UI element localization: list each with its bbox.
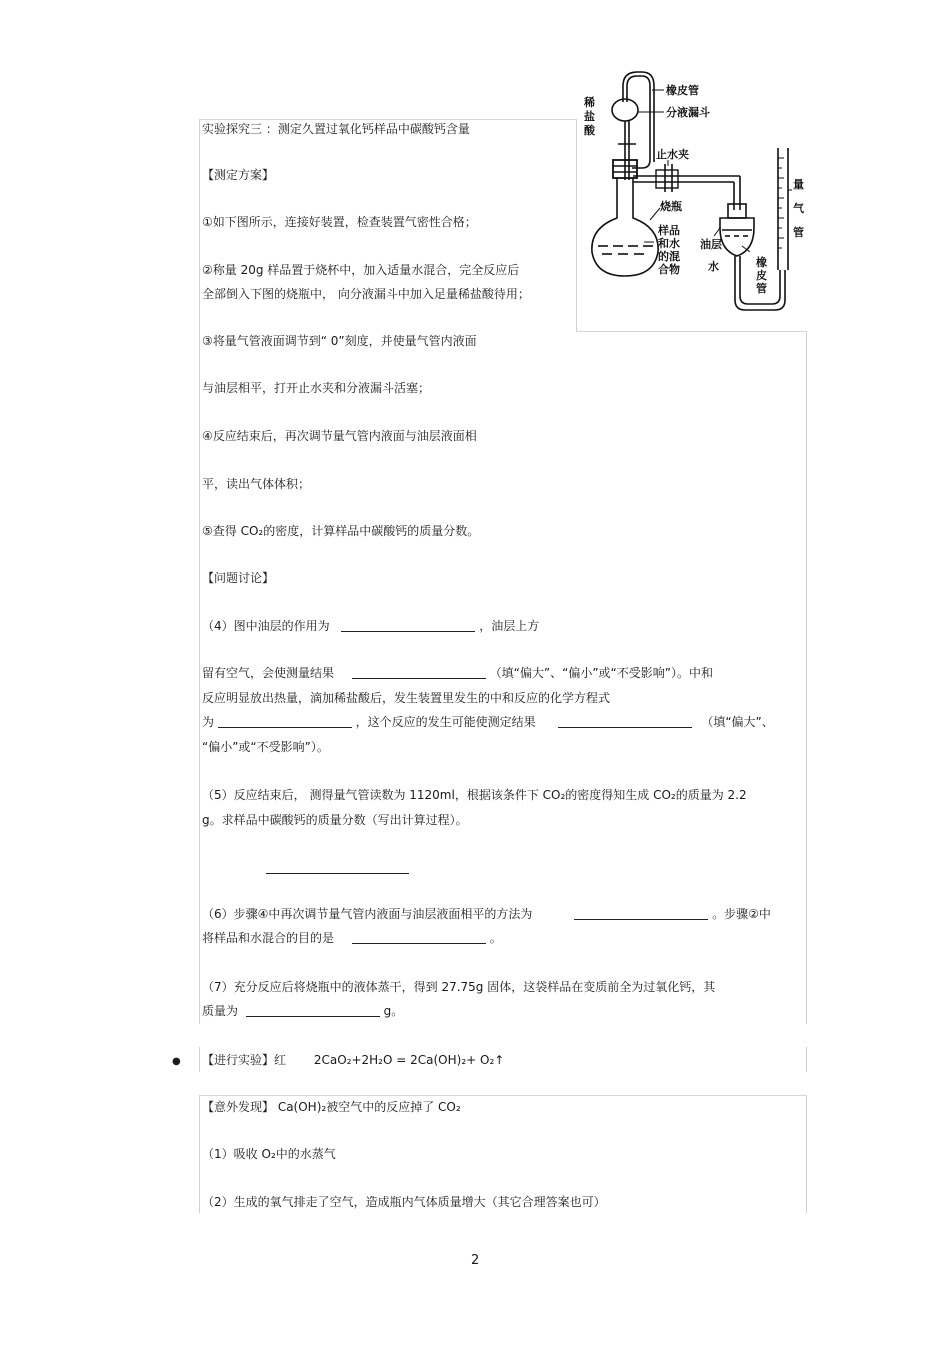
answer-bullet: ●	[172, 1056, 181, 1067]
question-6-line-2	[202, 930, 502, 946]
label-sample-4: 合物	[658, 263, 680, 276]
q4-blank-result[interactable]	[352, 666, 486, 679]
label-hcl-1: 稀	[584, 96, 595, 109]
q4-blank-oil-role[interactable]	[341, 619, 475, 632]
q5-blank-calculation[interactable]	[266, 861, 409, 874]
label-stop-clamp: 止水夹	[656, 148, 689, 161]
plan-step-4-line-1: ④反应结束后，再次调节量气管内液面与油层液面相	[202, 429, 477, 443]
answer-box-right-border	[806, 1095, 807, 1213]
answer-1: （1）吸收 O₂中的水蒸气	[202, 1147, 336, 1161]
label-burette-1: 量	[793, 178, 804, 191]
label-sample-1: 样品	[658, 224, 680, 237]
table-mid-top-border	[576, 331, 806, 332]
question-4-line-4	[202, 714, 774, 730]
experiment-equation: 2CaO₂+2H₂O = 2Ca(OH)₂+ O₂↑	[313, 1053, 505, 1067]
table-mid-border	[576, 119, 577, 332]
question-4-line-5: “偏小”或“不受影响”）。	[202, 740, 329, 754]
question-5-line-2: g。求样品中碳酸钙的质量分数（写出计算过程）。	[202, 813, 468, 827]
label-rubber-tube-top: 橡皮管	[666, 84, 699, 97]
label-sample-2: 和水	[658, 237, 680, 250]
apparatus-diagram	[580, 70, 810, 330]
answer-2: （2）生成的氧气排走了空气，造成瓶内气体质量增大（其它合理答案也可）	[202, 1195, 606, 1209]
plan-step-3-line-2: 与油层相平，打开止水夹和分液漏斗活塞；	[202, 381, 431, 395]
plan-step-2-line-2: 全部倒入下图的烧瓶中， 向分液漏斗中加入足量稀盐酸待用；	[202, 287, 530, 301]
q7-text-b: 质量为	[202, 1004, 239, 1018]
answer-box-left-border	[199, 1095, 200, 1213]
label-rubber-tube-bottom-1: 橡	[756, 256, 767, 269]
q4-text-f: 为	[202, 715, 215, 729]
discussion-heading: 【问题讨论】	[202, 571, 275, 585]
label-burette-2: 气	[793, 202, 804, 215]
plan-heading: 【测定方案】	[202, 168, 275, 182]
q6-text-c: 将样品和水混合的目的是	[202, 931, 335, 945]
label-water: 水	[708, 260, 719, 273]
q7-text-c: g。	[383, 1004, 404, 1018]
q6-text-b: 。步骤②中	[712, 907, 771, 921]
label-hcl-2: 盐	[584, 110, 595, 123]
answer-box-top-border	[199, 1095, 806, 1096]
plan-step-2-line-1: ②称量 20g 样品置于烧杯中，加入适量水混合，完全反应后	[202, 263, 520, 277]
section-title: 实验探究三 ：测定久置过氧化钙样品中碳酸钙含量	[202, 122, 470, 136]
label-sample-3: 的混	[658, 250, 680, 263]
q6-blank-purpose[interactable]	[352, 931, 486, 944]
label-separatory-funnel: 分液漏斗	[666, 106, 710, 119]
q4-text-a: （4）图中油层的作用为	[202, 619, 330, 633]
question-7-line-2	[202, 1003, 403, 1019]
table-right-border	[806, 331, 807, 1024]
page-number: 2	[471, 1253, 480, 1268]
label-flask: 烧瓶	[660, 200, 682, 213]
q6-text-d: 。	[489, 931, 502, 945]
q4-text-g: ，这个反应的发生可能使测定结果	[355, 715, 536, 729]
q4-blank-effect[interactable]	[558, 715, 692, 728]
question-7-line-1: （7）充分反应后将烧瓶中的液体蒸干，得到 27.75g 固体，这袋样品在变质前全为过氧化钙，其	[202, 980, 716, 994]
q4-text-b: ，油层上方	[479, 619, 540, 633]
q4-blank-equation[interactable]	[218, 715, 352, 728]
label-burette-3: 管	[793, 226, 804, 239]
question-5-answer-line[interactable]	[266, 860, 409, 876]
q4-text-d: （填“偏大”、“偏小”或“不受影响”）。中和	[489, 666, 713, 680]
answer-row-left-border	[199, 1047, 200, 1072]
question-4-line-2	[202, 665, 713, 681]
question-4-line-3: 反应明显放出热量，滴加稀盐酸后，发生装置里发生的中和反应的化学方程式	[202, 691, 611, 705]
question-6-line-1	[202, 906, 771, 922]
table-top-border	[199, 119, 576, 120]
q6-blank-method[interactable]	[574, 907, 708, 920]
experiment-label: 【进行实验】红	[202, 1053, 287, 1067]
q4-text-c: 留有空气，会使测量结果	[202, 666, 335, 680]
label-rubber-tube-bottom-3: 管	[756, 282, 767, 295]
experiment-answer	[202, 1052, 504, 1068]
question-4-line-1	[202, 618, 539, 634]
q7-blank-mass[interactable]	[246, 1004, 380, 1017]
label-hcl-3: 酸	[584, 124, 595, 137]
question-5-line-1: （5）反应结束后， 测得量气管读数为 1120ml，根据该条件下 CO₂的密度得知生成 CO₂的质量为 2.2	[202, 788, 747, 802]
plan-step-1: ①如下图所示，连接好装置，检查装置气密性合格；	[202, 215, 477, 229]
table-left-border	[199, 119, 200, 1024]
answer-row-right-border	[806, 1047, 807, 1072]
plan-step-4-line-2: 平，读出气体体积；	[202, 477, 311, 491]
discovery-answer: 【意外发现】 Ca(OH)₂被空气中的反应掉了 CO₂	[202, 1100, 461, 1114]
q6-text-a: （6）步骤④中再次调节量气管内液面与油层液面相平的方法为	[202, 907, 533, 921]
plan-step-5: ⑤查得 CO₂的密度，计算样品中碳酸钙的质量分数。	[202, 524, 480, 538]
label-oil-layer: 油层	[700, 238, 722, 251]
q4-text-h: （填“偏大”、	[701, 715, 774, 729]
plan-step-3-line-1: ③将量气管液面调节到“ 0”刻度，并使量气管内液面	[202, 334, 477, 348]
label-rubber-tube-bottom-2: 皮	[756, 269, 767, 282]
